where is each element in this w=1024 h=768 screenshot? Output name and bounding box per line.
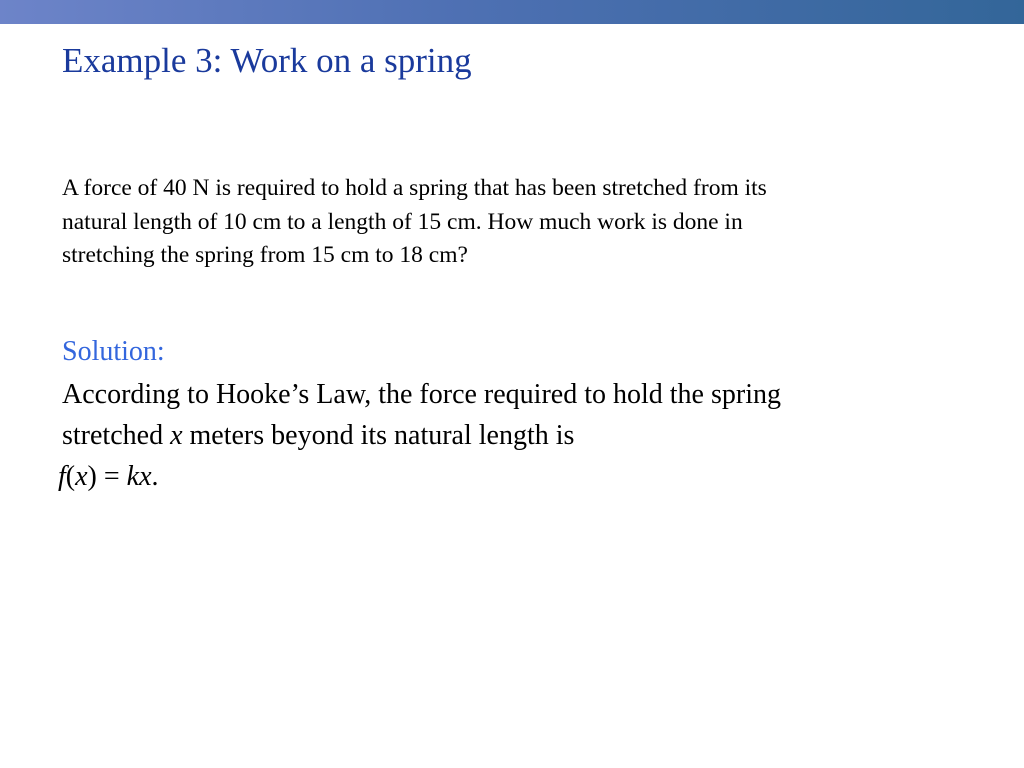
hookes-law-formula <box>58 456 159 497</box>
solution-line-2-pre: stretched <box>62 420 171 451</box>
formula-mid: ) = <box>87 461 127 492</box>
problem-line-2: natural length of 10 cm to a length of 15 cm. How much work is done in <box>62 208 743 235</box>
solution-label: Solution: <box>62 336 165 367</box>
formula-open: ( <box>65 461 76 492</box>
solution-text <box>62 374 982 456</box>
header-bar <box>0 0 1024 24</box>
formula-x: x <box>75 461 88 492</box>
problem-line-1: A force of 40 N is required to hold a spring that has been stretched from its <box>62 175 767 201</box>
formula-f: f <box>58 461 66 492</box>
problem-line-3: stretching the spring from 15 cm to 18 cm? <box>62 242 468 268</box>
slide-title: Example 3: Work on a spring <box>62 41 472 80</box>
solution-line-1: According to Hooke’s Law, the force required to hold the spring <box>62 379 781 410</box>
formula-end: . <box>151 461 159 492</box>
solution-line-2 <box>62 415 982 456</box>
formula-x2: x <box>139 461 152 492</box>
variable-x: x <box>170 420 183 451</box>
problem-statement <box>62 172 962 273</box>
formula-k: k <box>126 461 140 492</box>
solution-line-2-post: meters beyond its natural length is <box>182 420 575 451</box>
